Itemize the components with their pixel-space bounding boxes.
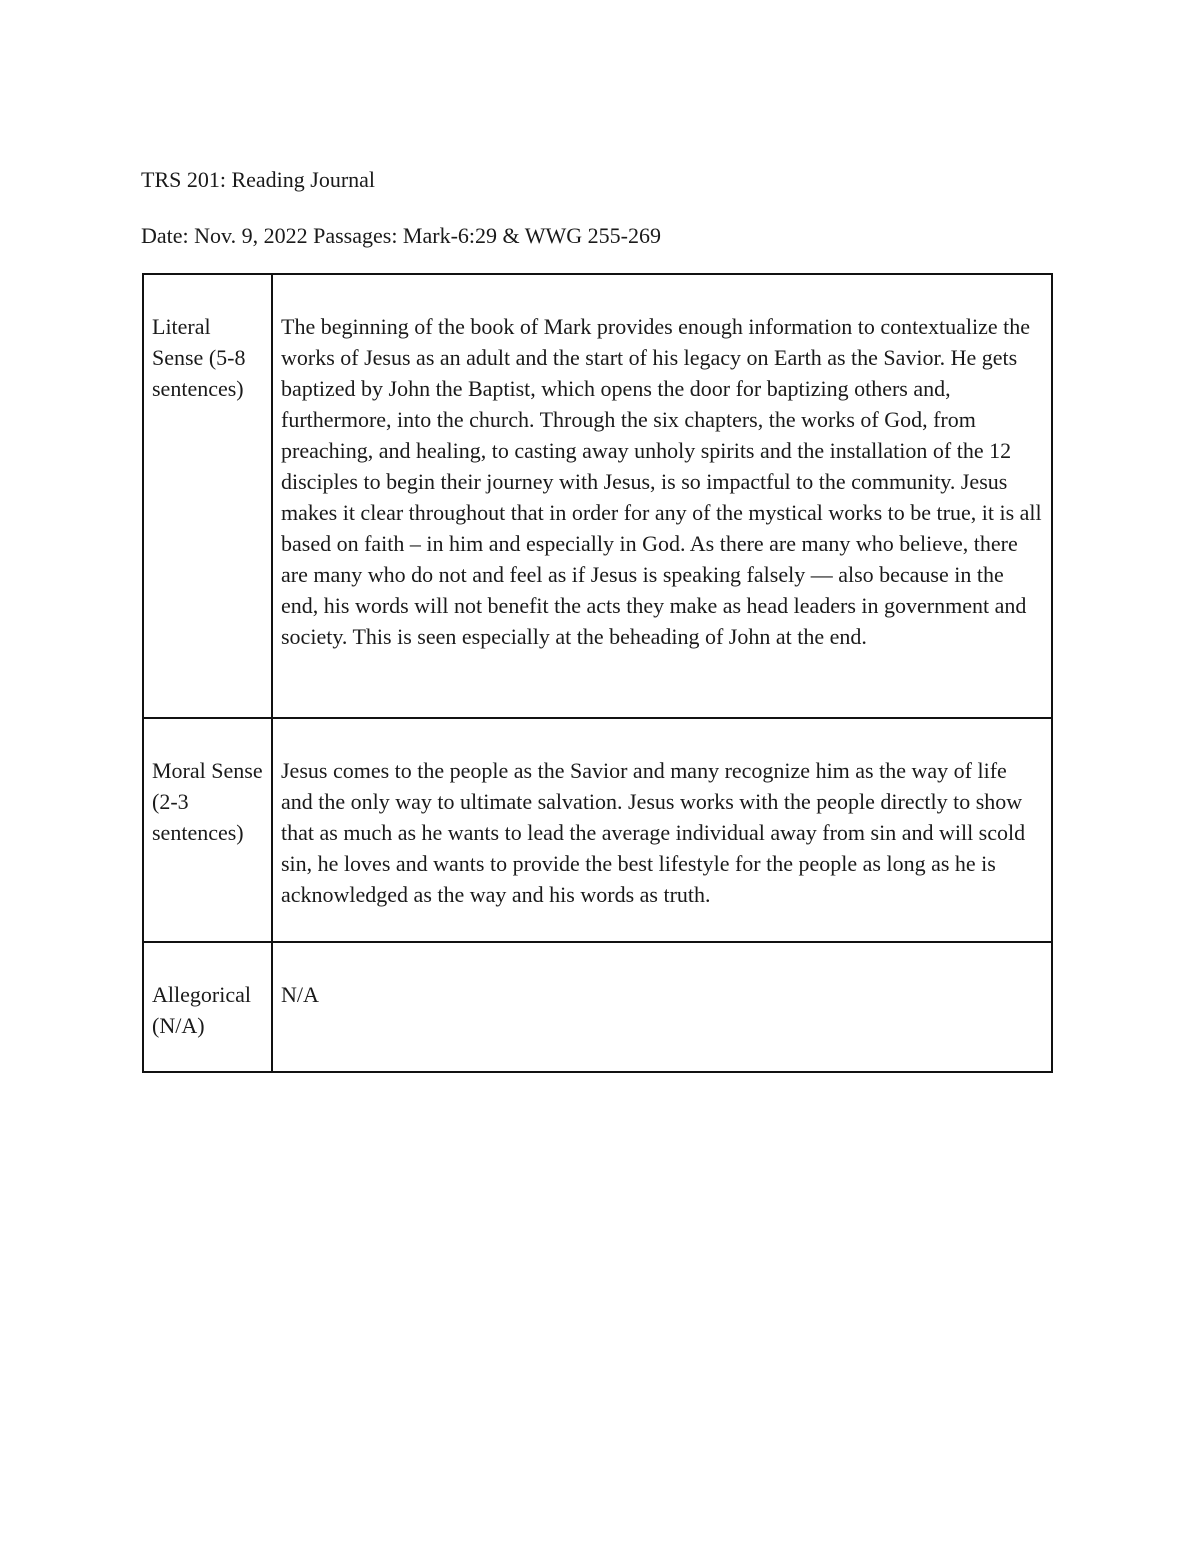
document-title: TRS 201: Reading Journal — [141, 167, 376, 192]
row-label-cell — [143, 718, 272, 942]
allegorical-label: Allegorical (N/A) — [152, 982, 251, 1038]
table-row-allegorical — [143, 942, 1052, 1072]
table-row-moral-sense — [143, 718, 1052, 942]
row-label-cell — [143, 274, 272, 718]
row-content-cell — [272, 274, 1052, 718]
literal-sense-content: The beginning of the book of Mark provides enough information to contextualize the works of Jesus as an adult and the start of his legacy on Earth as the Savior. He gets baptized by John the Baptist, which opens the door for baptizing others and, furthermore, into the church. Through the six chapters, the works of God, from preaching, and healing, to casting away unholy spirits and the installation of the 12 disciples to begin their journey with Jesus, is so impactful to the community. Jesus makes it clear throughout that in order for any of the mystical works to be true, it is all based on faith – in him and especially in God. As there are many who believe, there are many who do not and feel as if Jesus is speaking falsely — also because in the end, his words will not benefit the acts they make as head leaders in government and society. This is seen especially at the beheading of John at the end. — [281, 314, 1042, 649]
journal-table — [142, 273, 1053, 1073]
row-label-cell — [143, 942, 272, 1072]
allegorical-content: N/A — [281, 982, 319, 1007]
table-row-literal-sense — [143, 274, 1052, 718]
document-date-passages: Date: Nov. 9, 2022 Passages: Mark-6:29 & WWG 255-269 — [141, 223, 661, 248]
literal-sense-label: Literal Sense (5-8 sentences) — [152, 314, 246, 401]
row-content-cell — [272, 942, 1052, 1072]
moral-sense-label: Moral Sense (2-3 sentences) — [152, 758, 263, 845]
moral-sense-content: Jesus comes to the people as the Savior and many recognize him as the way of life and the only way to ultimate salvation. Jesus works with the people directly to show that as much as he wants to lead the average individual away from sin and will scold sin, he loves and wants to provide the best lifestyle for the people as long as he is acknowledged as the way and his words as truth. — [281, 758, 1026, 907]
row-content-cell — [272, 718, 1052, 942]
